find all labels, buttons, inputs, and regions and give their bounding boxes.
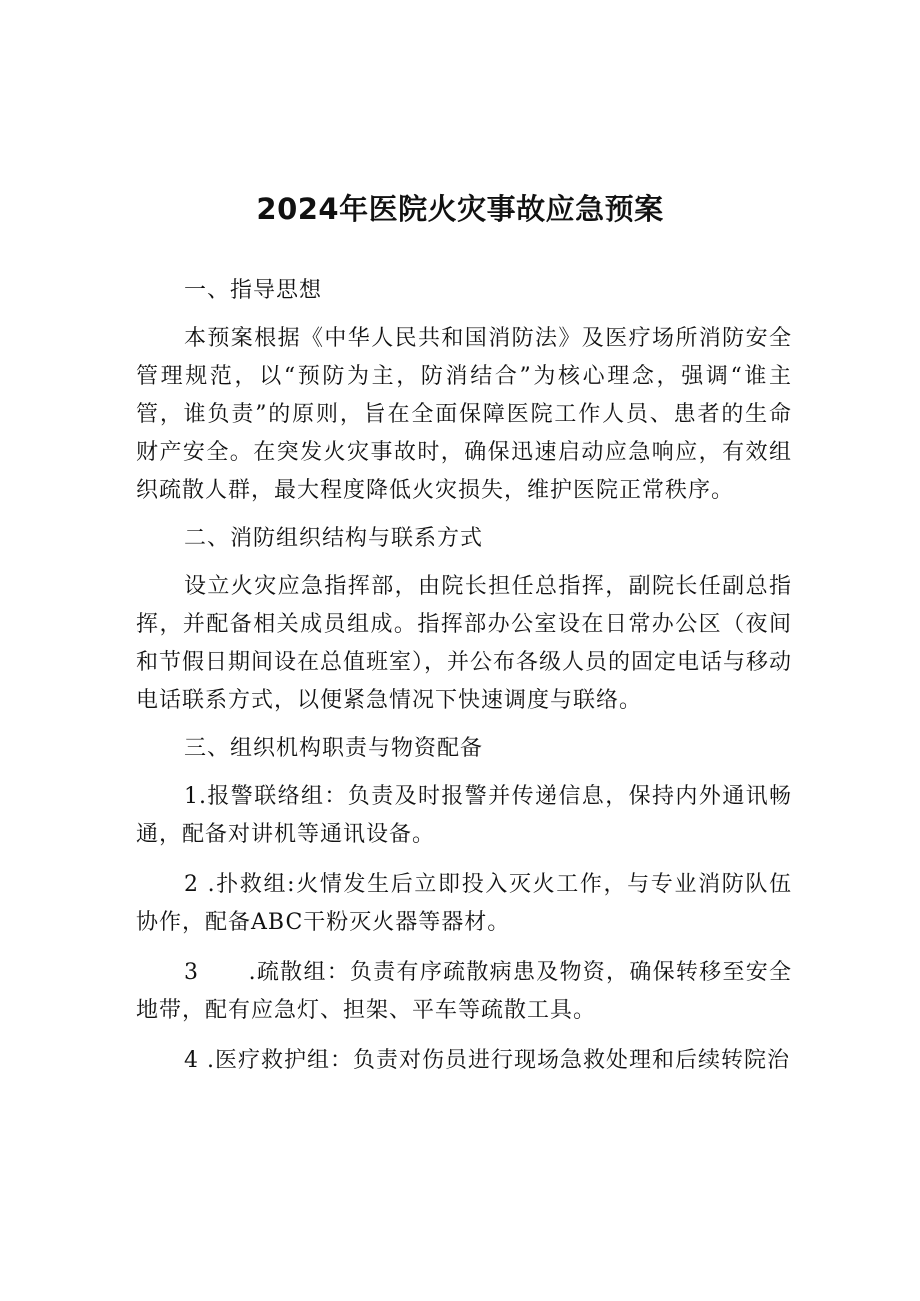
list-item-firefighting-team: 2 .扑救组:火情发生后立即投入灭火工作，与专业消防队伍协作，配备ABC干粉灭火器等器材。	[136, 872, 792, 935]
section-heading: 一、指导思想	[184, 278, 323, 303]
section-guiding-ideology	[136, 272, 792, 510]
document-body	[136, 272, 792, 1092]
paragraph: 本预案根据《中华人民共和国消防法》及医疗场所消防安全管理规范，以“预防为主，防消结合”为核心理念，强调“谁主管，谁负责”的原则，旨在全面保障医院工作人员、患者的生命财产安全。在突发火灾事故时，确保迅速启动应急响应，有效组织疏散人群，最大程度降低火灾损失，维护医院正常秩序。	[136, 326, 792, 503]
section-heading: 三、组织机构职责与物资配备	[184, 736, 484, 761]
section-organization-contacts	[136, 520, 792, 720]
paragraph: 设立火灾应急指挥部，由院长担任总指挥，副院长任副总指挥，并配备相关成员组成。指挥部办公室设在日常办公区（夜间和节假日期间设在总值班室），并公布各级人员的固定电话与移动电话联系方式，以便紧急情况下快速调度与联络。	[136, 574, 793, 713]
list-item-evacuation-team: 3 .疏散组：负责有序疏散病患及物资，确保转移至安全地带，配有应急灯、担架、平车等疏散工具。	[136, 960, 792, 1023]
list-item-medical-team: 4 .医疗救护组：负责对伤员进行现场急救处理和后续转院治	[184, 1048, 790, 1073]
document-title: 2024年医院火灾事故应急预案	[256, 192, 664, 227]
list-item-alarm-team: 1.报警联络组：负责及时报警并传递信息，保持内外通讯畅通，配备对讲机等通讯设备。	[136, 784, 792, 847]
section-heading: 二、消防组织结构与联系方式	[184, 526, 484, 551]
section-responsibilities-equipment	[136, 730, 792, 1080]
